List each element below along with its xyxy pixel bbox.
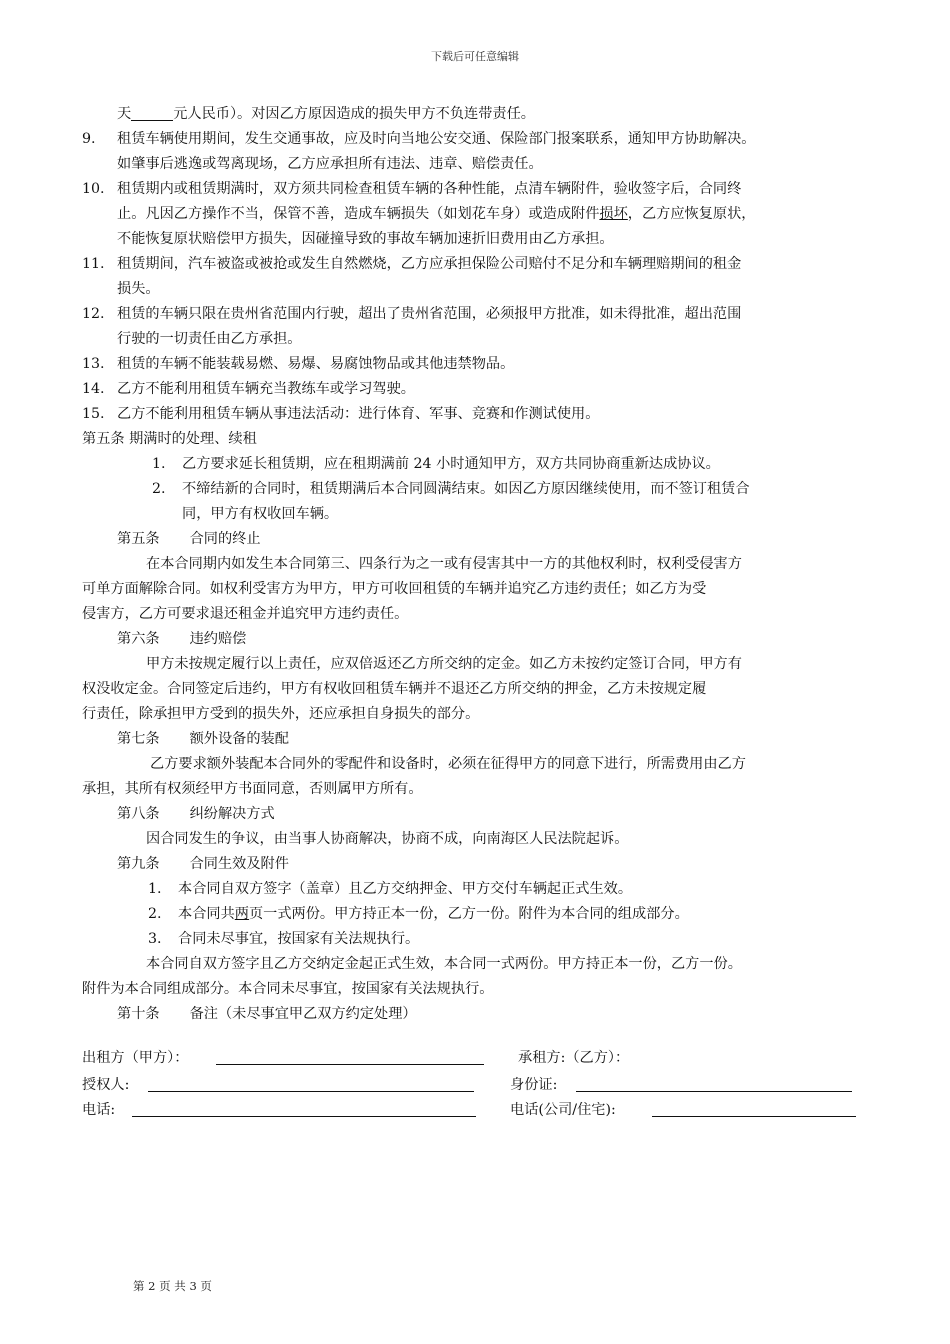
id-card-line[interactable] xyxy=(576,1091,852,1092)
list-item: 12. 租赁的车辆只限在贵州省范围内行驶，超出了贵州省范围，必须报甲方批准，如未得批准，超出范围 行驶的一切责任由乙方承担。 xyxy=(82,306,742,347)
paragraph: 乙方要求额外装配本合同外的零配件和设备时，必须在征得甲方的同意下进行，所需费用由乙方 xyxy=(150,756,746,772)
id-card-label: 身份证: xyxy=(510,1077,558,1093)
paragraph: 本合同自双方签字且乙方交纳定金起正式生效，本合同一式两份。甲方持正本一份，乙方一份。 xyxy=(146,956,742,972)
list-item: 9. 租赁车辆使用期间，发生交通事故，应及时向当地公安交通、保险部门报案联系，通知甲方协助解决。 如肇事后逃逸或驾离现场，乙方应承担所有违法、违章、赔偿责任。 xyxy=(82,131,756,172)
list-item: 15. 乙方不能利用租赁车辆从事违法活动：进行体育、军事、竞赛和作测试使用。 xyxy=(82,406,600,422)
section-title: 第九条 合同生效及附件 xyxy=(117,856,289,872)
sub-item: 2. 不缔结新的合同时，租赁期满后本合同圆满结束。如因乙方原因继续使用，而不签订租赁合 同，甲方有权收回车辆。 xyxy=(152,481,750,522)
paragraph: 权没收定金。合同签定后违约，甲方有权收回租赁车辆并不退还乙方所交纳的押金，乙方未按规定履 xyxy=(82,681,707,697)
lessor-signature-line[interactable] xyxy=(216,1064,484,1065)
paragraph: 可单方面解除合同。如权利受害方为甲方，甲方可收回租赁的车辆并追究乙方违约责任；如乙方为受 xyxy=(82,581,707,597)
list-item: 10. 租赁期内或租赁期满时，双方须共同检查租赁车辆的各种性能，点清车辆附件，验收签字后，合同终 止。凡因乙方操作不当，保管不善，造成车辆损失（如划花车身）或造成附件损坏，乙方应恢复原状， 不能恢复原状赔偿甲方损失，因碰撞导致的事故车辆加速折旧费用由乙方承担。 xyxy=(82,181,756,247)
sub-item: 2. 本合同共两页一式两份。甲方持正本一份，乙方一份。附件为本合同的组成部分。 xyxy=(148,906,689,922)
paragraph: 甲方未按规定履行以上责任，应双倍返还乙方所交纳的定金。如乙方未按约定签订合同，甲方有 xyxy=(146,656,742,672)
phone-label: 电话: xyxy=(82,1102,116,1118)
lessor-label: 出租方（甲方）： xyxy=(82,1050,189,1066)
paragraph: 侵害方，乙方可要求退还租金并追究甲方违约责任。 xyxy=(82,606,409,622)
sub-item: 1. 乙方要求延长租赁期，应在租期满前 24 小时通知甲方，双方共同协商重新达成协议。 xyxy=(152,456,720,472)
list-item: 11. 租赁期间，汽车被盗或被抢或发生自然燃烧，乙方应承担保险公司赔付不足分和车辆理赔期间的租金 损失。 xyxy=(82,256,742,297)
list-item: 13. 租赁的车辆不能装载易燃、易爆、易腐蚀物品或其他违禁物品。 xyxy=(82,356,515,372)
phone2-line[interactable] xyxy=(652,1116,856,1117)
paragraph: 附件为本合同组成部分。本合同未尽事宜，按国家有关法规执行。 xyxy=(82,981,494,997)
paragraph: 行责任，除承担甲方受到的损失外，还应承担自身损失的部分。 xyxy=(82,706,480,722)
header-note: 下载后可任意编辑 xyxy=(431,50,519,63)
paragraph: 承担，其所有权须经甲方书面同意，否则属甲方所有。 xyxy=(82,781,423,797)
section-title: 第七条 额外设备的装配 xyxy=(117,731,289,747)
section-title: 第十条 备注（未尽事宜甲乙双方约定处理） xyxy=(117,1006,417,1022)
page-number: 第 2 页 共 3 页 xyxy=(133,1279,212,1293)
authorized-label: 授权人: xyxy=(82,1077,130,1093)
contract-body xyxy=(82,102,877,1027)
section-title: 第五条 合同的终止 xyxy=(117,531,261,547)
section-title: 第五条 期满时的处理、续租 xyxy=(82,431,257,447)
authorized-signature-line[interactable] xyxy=(148,1091,474,1092)
sub-item: 3. 合同未尽事宜，按国家有关法规执行。 xyxy=(148,931,420,947)
amount-blank xyxy=(131,104,173,121)
lessee-label: 承租方:（乙方）： xyxy=(518,1050,630,1066)
list-item: 14. 乙方不能利用租赁车辆充当教练车或学习驾驶。 xyxy=(82,381,415,397)
phone2-label: 电话(公司/住宅): xyxy=(510,1102,616,1118)
paragraph: 因合同发生的争议，由当事人协商解决，协商不成，向南海区人民法院起诉。 xyxy=(146,831,629,847)
section-title: 第八条 纠纷解决方式 xyxy=(117,806,275,822)
section-title: 第六条 违约赔偿 xyxy=(117,631,247,647)
phone-line[interactable] xyxy=(132,1116,476,1117)
sub-item: 1. 本合同自双方签字（盖章）且乙方交纳押金、甲方交付车辆起正式生效。 xyxy=(148,881,633,897)
intro-line: 天 元人民币）。对因乙方原因造成的损失甲方不负连带责任。 xyxy=(117,106,535,122)
paragraph: 在本合同期内如发生本合同第三、四条行为之一或有侵害其中一方的其他权利时，权利受侵害方 xyxy=(146,556,742,572)
